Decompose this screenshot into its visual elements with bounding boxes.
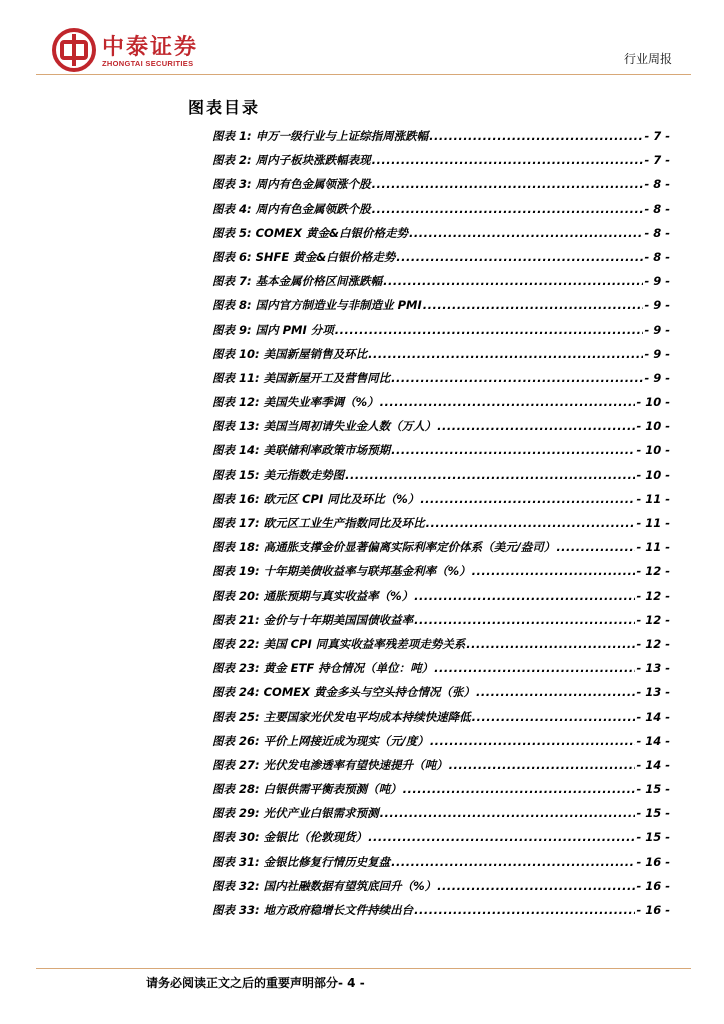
toc-entry-title: 美元指数走势图	[263, 467, 345, 482]
toc-entry[interactable]	[212, 612, 670, 636]
toc-entry[interactable]	[212, 176, 670, 200]
toc-entry-title: COMEX 黄金多头与空头持仓情况（张）	[263, 685, 475, 700]
toc-entry[interactable]	[212, 878, 670, 902]
toc-entry[interactable]	[212, 660, 670, 684]
toc-dot-leader	[372, 202, 644, 216]
toc-entry-label: 图表 23:	[212, 661, 260, 676]
toc-entry-page: - 11 -	[636, 540, 670, 555]
toc-entry[interactable]	[212, 539, 670, 563]
toc-entry-title: 美国失业率季调（%）	[263, 395, 379, 410]
toc-entry-title: 光伏发电渗透率有望快速提升（吨）	[263, 757, 448, 772]
toc-entry[interactable]	[212, 733, 670, 757]
toc-entry-page: - 9 -	[644, 346, 670, 361]
toc-dot-leader	[437, 879, 635, 893]
toc-dot-leader	[335, 323, 644, 337]
toc-entry-title: 国内 PMI 分项	[255, 322, 334, 337]
toc-entry-page: - 10 -	[636, 419, 670, 434]
toc-entry-label: 图表 14:	[212, 443, 260, 458]
footer-disclaimer: 请务必阅读正文之后的重要声明部分	[146, 976, 339, 990]
toc-entry-title: 白银供需平衡表预测（吨）	[263, 782, 402, 797]
toc-entry-page: - 13 -	[636, 685, 670, 700]
toc-entry-title: 基本金属价格区间涨跌幅	[255, 274, 383, 289]
toc-entry-title: 金银比（伦敦现货）	[263, 830, 368, 845]
toc-entry-label: 图表 3:	[212, 177, 252, 192]
toc-entry-label: 图表 20:	[212, 588, 260, 603]
toc-dot-leader	[414, 903, 635, 917]
toc-dot-leader	[423, 298, 644, 312]
toc-entry-label: 图表 29:	[212, 806, 260, 821]
toc-entry-page: - 12 -	[636, 612, 670, 627]
toc-entry-label: 图表 18:	[212, 540, 260, 555]
toc-entry-title: 主要国家光伏发电平均成本持续快速降低	[263, 709, 471, 724]
toc-entry-title: 美国当周初请失业金人数（万人）	[263, 419, 437, 434]
toc-entry[interactable]	[212, 297, 670, 321]
toc-entry-label: 图表 12:	[212, 395, 260, 410]
company-logo	[52, 28, 252, 74]
toc-entry[interactable]	[212, 854, 670, 878]
toc-entry-title: 周内子板块涨跌幅表现	[255, 153, 371, 168]
toc-dot-leader	[414, 589, 635, 603]
toc-entry-page: - 16 -	[636, 903, 670, 917]
toc-entry[interactable]	[212, 902, 670, 926]
toc-entry[interactable]	[212, 563, 670, 587]
toc-entry-page: - 10 -	[636, 467, 670, 482]
toc-dot-leader	[420, 492, 635, 506]
toc-entry[interactable]	[212, 515, 670, 539]
toc-dot-leader	[345, 468, 635, 482]
toc-entry[interactable]	[212, 370, 670, 394]
toc-entry-page: - 16 -	[636, 854, 670, 869]
toc-entry-page: - 12 -	[636, 564, 670, 579]
toc-dot-leader	[466, 637, 635, 651]
toc-entry-title: SHFE 黄金&白银价格走势	[255, 249, 396, 264]
logo-english-name: ZHONGTAI SECURITIES	[102, 59, 194, 68]
toc-entry-title: 十年期美债收益率与联邦基金利率（%）	[263, 564, 471, 579]
toc-entry-title: 申万一级行业与上证综指周涨跌幅	[255, 129, 429, 143]
toc-dot-leader	[476, 685, 635, 699]
toc-entry[interactable]	[212, 394, 670, 418]
toc-entry-label: 图表 9:	[212, 322, 252, 337]
toc-entry-page: - 9 -	[644, 370, 670, 385]
toc-entry-title: 通胀预期与真实收益率（%）	[263, 588, 414, 603]
toc-entry-label: 图表 13:	[212, 419, 260, 434]
toc-entry[interactable]	[212, 152, 670, 176]
toc-entry-page: - 10 -	[636, 443, 670, 458]
toc-entry[interactable]	[212, 684, 670, 708]
toc-entry-page: - 9 -	[644, 322, 670, 337]
toc-entry[interactable]	[212, 128, 670, 152]
toc-entry-page: - 15 -	[636, 782, 670, 797]
toc-entry-label: 图表 19:	[212, 564, 260, 579]
toc-dot-leader	[449, 758, 636, 772]
toc-dot-leader	[426, 516, 636, 530]
toc-entry-title: 国内官方制造业与非制造业 PMI	[255, 298, 422, 313]
toc-entry-label: 图表 17:	[212, 516, 260, 530]
logo-chinese-name: 中泰证券	[102, 35, 199, 60]
toc-dot-leader	[414, 613, 635, 627]
toc-entry-title: 金银比修复行情历史复盘	[263, 854, 391, 869]
toc-dot-leader	[368, 347, 643, 361]
toc-entry-title: 欧元区工业生产指数同比及环比	[263, 516, 425, 530]
toc-title: 图表目录	[188, 98, 261, 117]
toc-entry-page: - 8 -	[644, 201, 670, 216]
toc-entry-page: - 15 -	[636, 830, 670, 845]
footer-divider	[36, 968, 691, 969]
toc-entry-page: - 8 -	[644, 177, 670, 192]
toc-entry-page: - 12 -	[636, 588, 670, 603]
report-type-label: 行业周报	[623, 52, 672, 66]
toc-entry-label: 图表 27:	[212, 757, 260, 772]
toc-entry-page: - 14 -	[636, 709, 670, 724]
toc-entry-page: - 8 -	[644, 225, 670, 240]
toc-dot-leader	[472, 564, 636, 578]
toc-entry[interactable]	[212, 322, 670, 346]
toc-dot-leader	[409, 226, 643, 240]
toc-entry-title: 平价上网接近成为现实（元/度）	[263, 733, 429, 748]
toc-entry[interactable]	[212, 636, 670, 660]
toc-entry[interactable]	[212, 418, 670, 442]
toc-entry[interactable]	[212, 709, 670, 733]
toc-dot-leader	[556, 540, 635, 554]
toc-entry-label: 图表 4:	[212, 201, 252, 216]
toc-entry-page: - 14 -	[636, 733, 670, 748]
toc-entry-page: - 11 -	[636, 516, 670, 530]
toc-dot-leader	[437, 419, 635, 433]
toc-entry-label: 图表 21:	[212, 612, 260, 627]
toc-entry-label: 图表 2:	[212, 153, 252, 168]
toc-entry-title: 周内有色金属领跌个股	[255, 201, 371, 216]
toc-entry[interactable]	[212, 249, 670, 273]
toc-entry-label: 图表 8:	[212, 298, 252, 313]
toc-entry[interactable]	[212, 829, 670, 853]
zhongtai-logo-icon	[52, 28, 96, 72]
toc-entry-label: 图表 16:	[212, 491, 260, 506]
toc-dot-leader	[368, 830, 635, 844]
toc-dot-leader	[391, 855, 635, 869]
toc-entry-title: 光伏产业白银需求预测	[263, 806, 379, 821]
toc-entry[interactable]	[212, 201, 670, 225]
toc-entry-label: 图表 24:	[212, 685, 260, 700]
toc-entry[interactable]	[212, 442, 670, 466]
toc-entry-page: - 7 -	[644, 129, 670, 143]
toc-entry[interactable]	[212, 491, 670, 515]
toc-dot-leader	[429, 129, 643, 143]
toc-entry-title: 黄金 ETF 持仓情况（单位：吨）	[263, 661, 434, 676]
toc-entry-title: 金价与十年期美国国债收益率	[263, 612, 414, 627]
toc-dot-leader	[380, 806, 636, 820]
toc-entry-page: - 7 -	[644, 153, 670, 168]
toc-entry[interactable]	[212, 588, 670, 612]
toc-entry-title: 美国新屋开工及营售同比	[263, 370, 391, 385]
toc-dot-leader	[372, 177, 644, 191]
toc-entry-title: 地方政府稳增长文件持续出台	[263, 903, 414, 917]
toc-dot-leader	[472, 710, 636, 724]
toc-entry-page: - 13 -	[636, 661, 670, 676]
toc-entry-page: - 9 -	[644, 298, 670, 313]
toc-entry-page: - 14 -	[636, 757, 670, 772]
toc-list	[212, 128, 670, 926]
toc-entry-label: 图表 15:	[212, 467, 260, 482]
toc-entry-label: 图表 22:	[212, 636, 260, 651]
toc-entry-label: 图表 33:	[212, 903, 260, 917]
toc-dot-leader	[380, 395, 636, 409]
toc-entry-label: 图表 26:	[212, 733, 260, 748]
toc-entry-label: 图表 6:	[212, 249, 252, 264]
header-divider	[36, 74, 691, 75]
toc-entry[interactable]	[212, 781, 670, 805]
toc-entry-title: 欧元区 CPI 同比及环比（%）	[263, 491, 420, 506]
toc-entry[interactable]	[212, 273, 670, 297]
toc-entry[interactable]	[212, 467, 670, 491]
toc-entry[interactable]	[212, 346, 670, 370]
toc-entry-label: 图表 30:	[212, 830, 260, 845]
toc-entry-title: 美国新屋销售及环比	[263, 346, 368, 361]
toc-entry-label: 图表 10:	[212, 346, 260, 361]
toc-dot-leader	[434, 661, 635, 675]
toc-entry-title: COMEX 黄金&白银价格走势	[255, 225, 409, 240]
toc-dot-leader	[383, 274, 643, 288]
toc-entry-page: - 8 -	[644, 249, 670, 264]
toc-dot-leader	[403, 782, 636, 796]
toc-entry-label: 图表 25:	[212, 709, 260, 724]
toc-entry[interactable]	[212, 757, 670, 781]
toc-entry-title: 美联储利率政策市场预期	[263, 443, 391, 458]
toc-entry-page: - 15 -	[636, 806, 670, 821]
page-header	[0, 0, 724, 80]
footer-page-number: - 4 -	[338, 976, 365, 990]
toc-entry-label: 图表 11:	[212, 370, 260, 385]
toc-entry-title: 周内有色金属领涨个股	[255, 177, 371, 192]
toc-dot-leader	[430, 734, 636, 748]
toc-dot-leader	[372, 153, 644, 167]
toc-entry[interactable]	[212, 225, 670, 249]
page-footer	[146, 974, 365, 991]
toc-entry-label: 图表 5:	[212, 225, 252, 240]
toc-entry-page: - 16 -	[636, 878, 670, 893]
toc-entry-label: 图表 7:	[212, 274, 252, 289]
toc-entry-title: 国内社融数据有望筑底回升（%）	[263, 878, 437, 893]
toc-entry-page: - 12 -	[636, 636, 670, 651]
toc-dot-leader	[396, 250, 643, 264]
toc-dot-leader	[391, 443, 635, 457]
toc-entry-label: 图表 28:	[212, 782, 260, 797]
toc-entry-page: - 11 -	[636, 491, 670, 506]
toc-entry-title: 美国 CPI 同真实收益率残差项走势关系	[263, 636, 466, 651]
toc-entry-label: 图表 1:	[212, 129, 252, 143]
toc-entry-page: - 9 -	[644, 274, 670, 289]
toc-entry-page: - 10 -	[636, 395, 670, 410]
toc-entry-title: 高通胀支撑金价显著偏离实际利率定价体系（美元/盎司）	[263, 540, 556, 555]
toc-entry-label: 图表 32:	[212, 878, 260, 893]
toc-dot-leader	[391, 371, 643, 385]
toc-entry[interactable]	[212, 805, 670, 829]
toc-entry-label: 图表 31:	[212, 854, 260, 869]
